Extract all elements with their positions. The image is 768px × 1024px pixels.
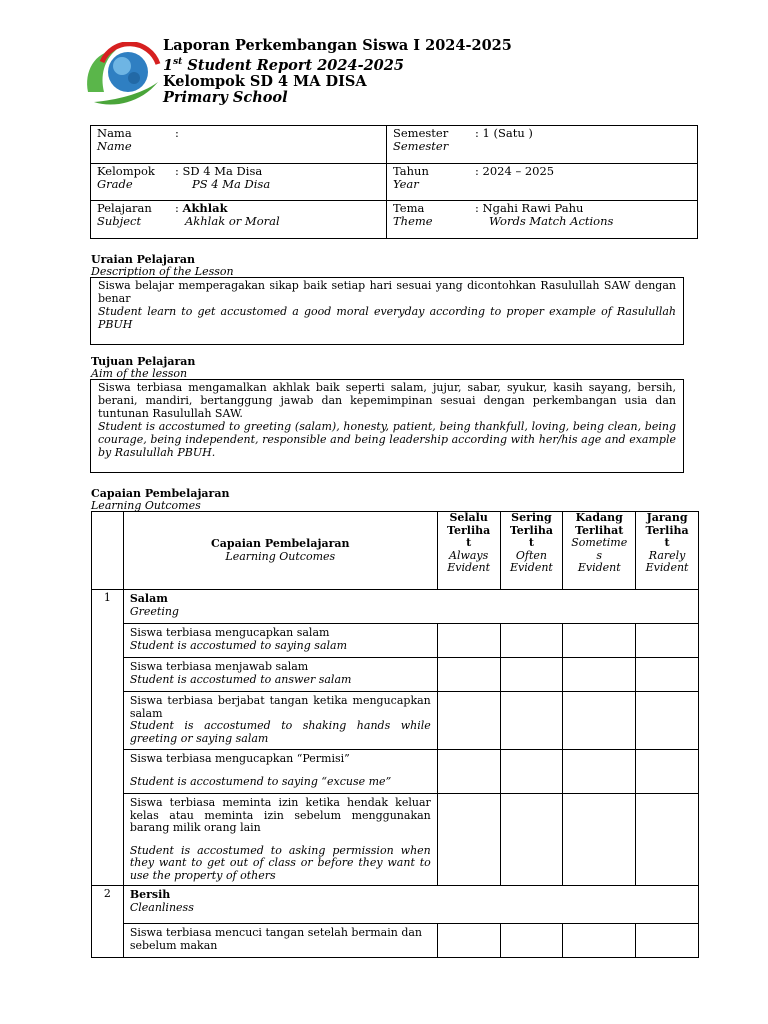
col-sometimes: [563, 512, 636, 590]
rating-cell-sometimes[interactable]: [563, 924, 636, 958]
outcome-text-en: Student is accostumend to saying “excuse me”: [129, 774, 392, 788]
lo-header-title-en: Learning Outcomes: [225, 549, 336, 563]
semester-value: : 1 (Satu ): [475, 126, 533, 140]
tujuan-text-id: Siswa terbiasa mengamalkan akhlak baik seperti salam, jujur, sabar, syukur, kasih sayang, bersih, berani, mandiri, bertanggung jawab dan kepemimpinan sesuai dengan perkembangan usia dan tuntunan Rasulullah SAW.: [98, 381, 676, 420]
section-row: [92, 590, 699, 624]
title-line-2-sup: st: [173, 57, 183, 67]
rating-cell-often[interactable]: [500, 624, 563, 658]
subject-label: Subject: [97, 214, 142, 228]
title-line-1: Laporan Perkembangan Siswa I 2024-2025: [163, 37, 512, 54]
outcome-text-id: Siswa terbiasa mengucapkan salam: [129, 626, 330, 639]
school-logo: [82, 42, 164, 110]
title-line-2-num: 1: [163, 56, 174, 74]
capaian-heading: [91, 488, 229, 512]
uraian-heading: [91, 254, 234, 278]
outcome-text-id: Siswa terbiasa mengucapkan “Permisi”: [129, 752, 350, 765]
table-row: [92, 750, 699, 794]
tujuan-heading: [91, 356, 195, 380]
col-sometimes-a: Kadang: [575, 511, 623, 524]
lo-header-outcome: [123, 512, 437, 590]
col-always-en2: Evident: [447, 561, 491, 574]
grade-cell: [91, 164, 387, 201]
col-always-b: Terliha: [447, 523, 491, 537]
col-always-c: t: [466, 536, 472, 549]
outcome-cell: [123, 692, 437, 750]
rating-cell-always[interactable]: [437, 658, 500, 692]
pelajaran-colon: :: [175, 201, 179, 215]
rating-cell-always[interactable]: [437, 692, 500, 750]
tahun-value: : 2024 – 2025: [475, 164, 555, 178]
col-sometimes-en2: s: [596, 548, 603, 562]
rating-cell-sometimes[interactable]: [563, 794, 636, 886]
outcome-text-en: Student is accostumed to asking permission when they want to get out of class or before they want to use the property of others: [129, 843, 431, 882]
semester-label-en: Semester: [393, 139, 449, 153]
rating-cell-always[interactable]: [437, 794, 500, 886]
col-often-c: t: [528, 536, 534, 549]
rating-cell-sometimes[interactable]: [563, 750, 636, 794]
tujuan-text-en: Student is accostumed to greeting (salam), honesty, patient, being thankfull, loving, being clean, being courage, being independent, responsible and being leadership according with her/his age and example by Rasulullah PBUH.: [98, 420, 676, 459]
title-line-2: [163, 54, 512, 74]
rating-cell-often[interactable]: [500, 692, 563, 750]
lo-header-row: [92, 512, 699, 590]
subject-value: Akhlak or Moral: [185, 214, 280, 228]
pelajaran-value: Akhlak: [182, 201, 228, 215]
uraian-title-en: Description of the Lesson: [91, 265, 234, 278]
nama-label: Nama: [97, 126, 132, 140]
nama-value: :: [175, 126, 179, 140]
rating-cell-often[interactable]: [500, 750, 563, 794]
theme-value: Words Match Actions: [489, 214, 614, 228]
table-row: [92, 658, 699, 692]
section-number: 1: [92, 590, 124, 886]
table-row: [92, 924, 699, 958]
tahun-label: Tahun: [393, 164, 429, 178]
outcome-cell: [123, 794, 437, 886]
tujuan-title: Tujuan Pelajaran: [91, 355, 196, 368]
section-title-cell: [123, 590, 698, 624]
tema-label: Tema: [393, 201, 425, 215]
outcome-text-id: Siswa terbiasa berjabat tangan ketika mengucapkan salam: [129, 694, 431, 720]
pelajaran-label: Pelajaran: [97, 201, 152, 215]
col-often-a: Sering: [511, 511, 552, 524]
col-rarely-b: Terliha: [645, 523, 689, 537]
tema-value: : Ngahi Rawi Pahu: [475, 201, 584, 215]
outcome-cell: [123, 658, 437, 692]
uraian-box: [90, 277, 684, 345]
section-row: [92, 886, 699, 924]
grade-label: Grade: [97, 177, 133, 191]
section-title-en: Greeting: [129, 604, 179, 618]
name-cell: [91, 126, 387, 164]
col-often-b: Terliha: [509, 523, 554, 537]
section-title: Bersih: [129, 888, 171, 901]
tujuan-title-en: Aim of the lesson: [91, 367, 188, 380]
capaian-title-en: Learning Outcomes: [91, 499, 201, 512]
col-sometimes-en1: Sometime: [571, 536, 628, 549]
col-rarely-a: Jarang: [646, 511, 688, 524]
grade-value: PS 4 Ma Disa: [192, 177, 271, 191]
theme-label: Theme: [393, 214, 433, 228]
uraian-text-id: Siswa belajar memperagakan sikap baik setiap hari sesuai yang dicontohkan Rasulullah SAW dengan benar: [98, 279, 676, 305]
rating-cell-rarely[interactable]: [636, 692, 699, 750]
rating-cell-rarely[interactable]: [636, 750, 699, 794]
capaian-title: Capaian Pembelajaran: [91, 487, 230, 500]
year-cell: [387, 164, 698, 201]
learning-outcomes-table: [91, 511, 699, 958]
rating-cell-sometimes[interactable]: [563, 624, 636, 658]
semester-label: Semester: [393, 126, 449, 140]
subject-cell: [91, 201, 387, 239]
outcome-text-en: Student is accostumed to saying salam: [129, 638, 348, 652]
rating-cell-always[interactable]: [437, 924, 500, 958]
name-label-en: Name: [97, 139, 132, 153]
col-often-en2: Evident: [510, 561, 553, 574]
rating-cell-often[interactable]: [500, 924, 563, 958]
table-row: [92, 692, 699, 750]
rating-cell-sometimes[interactable]: [563, 692, 636, 750]
kelompok-label: Kelompok: [97, 164, 155, 178]
rating-cell-always[interactable]: [437, 624, 500, 658]
outcome-cell: [123, 750, 437, 794]
rating-cell-sometimes[interactable]: [563, 658, 636, 692]
rating-cell-rarely[interactable]: [636, 924, 699, 958]
col-always-a: Selalu: [449, 511, 488, 524]
table-row: [92, 624, 699, 658]
kelompok-value: : SD 4 Ma Disa: [175, 164, 263, 178]
section-number: 2: [92, 886, 124, 958]
col-rarely-en2: Evident: [645, 561, 689, 574]
semester-cell: [387, 126, 698, 164]
outcome-cell: [123, 624, 437, 658]
outcome-cell: [123, 924, 437, 958]
col-sometimes-b: Terlihat: [575, 523, 624, 537]
col-rarely-c: t: [664, 536, 670, 549]
year-label: Year: [393, 177, 419, 191]
rating-cell-rarely[interactable]: [636, 658, 699, 692]
col-rarely-en1: Rarely: [648, 548, 686, 562]
section-title: Salam: [129, 592, 168, 605]
col-always: [437, 512, 500, 590]
outcome-text-id: Siswa terbiasa mencuci tangan setelah bermain dan sebelum makan: [129, 926, 423, 952]
outcome-text-id: Siswa terbiasa meminta izin ketika hendak keluar kelas atau meminta izin sebelum menggunakan barang milik orang lain: [129, 796, 431, 834]
outcome-text-en: Student is accostumed to shaking hands while greeting or saying salam: [129, 719, 431, 745]
lo-header-title: Capaian Pembelajaran: [211, 537, 350, 550]
col-always-en1: Always: [449, 548, 489, 562]
outcome-text-id: Siswa terbiasa menjawab salam: [129, 660, 309, 673]
rating-cell-always[interactable]: [437, 750, 500, 794]
table-row: [92, 794, 699, 886]
rating-cell-often[interactable]: [500, 794, 563, 886]
title-line-2-rest: Student Report 2024-2025: [182, 56, 404, 74]
col-often: [500, 512, 563, 590]
title-line-3: Kelompok SD 4 MA DISA: [163, 72, 367, 90]
outcome-text-en: Student is accostumed to answer salam: [129, 672, 352, 686]
section-title-cell: [123, 886, 698, 924]
report-title: [163, 38, 512, 106]
uraian-title: Uraian Pelajaran: [91, 253, 195, 266]
rating-cell-rarely[interactable]: [636, 624, 699, 658]
col-often-en1: Often: [515, 548, 547, 562]
col-rarely: [636, 512, 699, 590]
rating-cell-often[interactable]: [500, 658, 563, 692]
title-line-4: Primary School: [163, 88, 288, 106]
rating-cell-rarely[interactable]: [636, 794, 699, 886]
lo-header-num: [92, 512, 124, 590]
theme-cell: [387, 201, 698, 239]
tujuan-box: [90, 379, 684, 473]
uraian-text-en: Student learn to get accustomed a good moral everyday according to proper example of Rasulullah PBUH: [98, 305, 676, 331]
section-title-en: Cleanliness: [129, 900, 194, 914]
col-sometimes-en3: Evident: [577, 561, 621, 574]
student-info-table: [90, 125, 698, 239]
